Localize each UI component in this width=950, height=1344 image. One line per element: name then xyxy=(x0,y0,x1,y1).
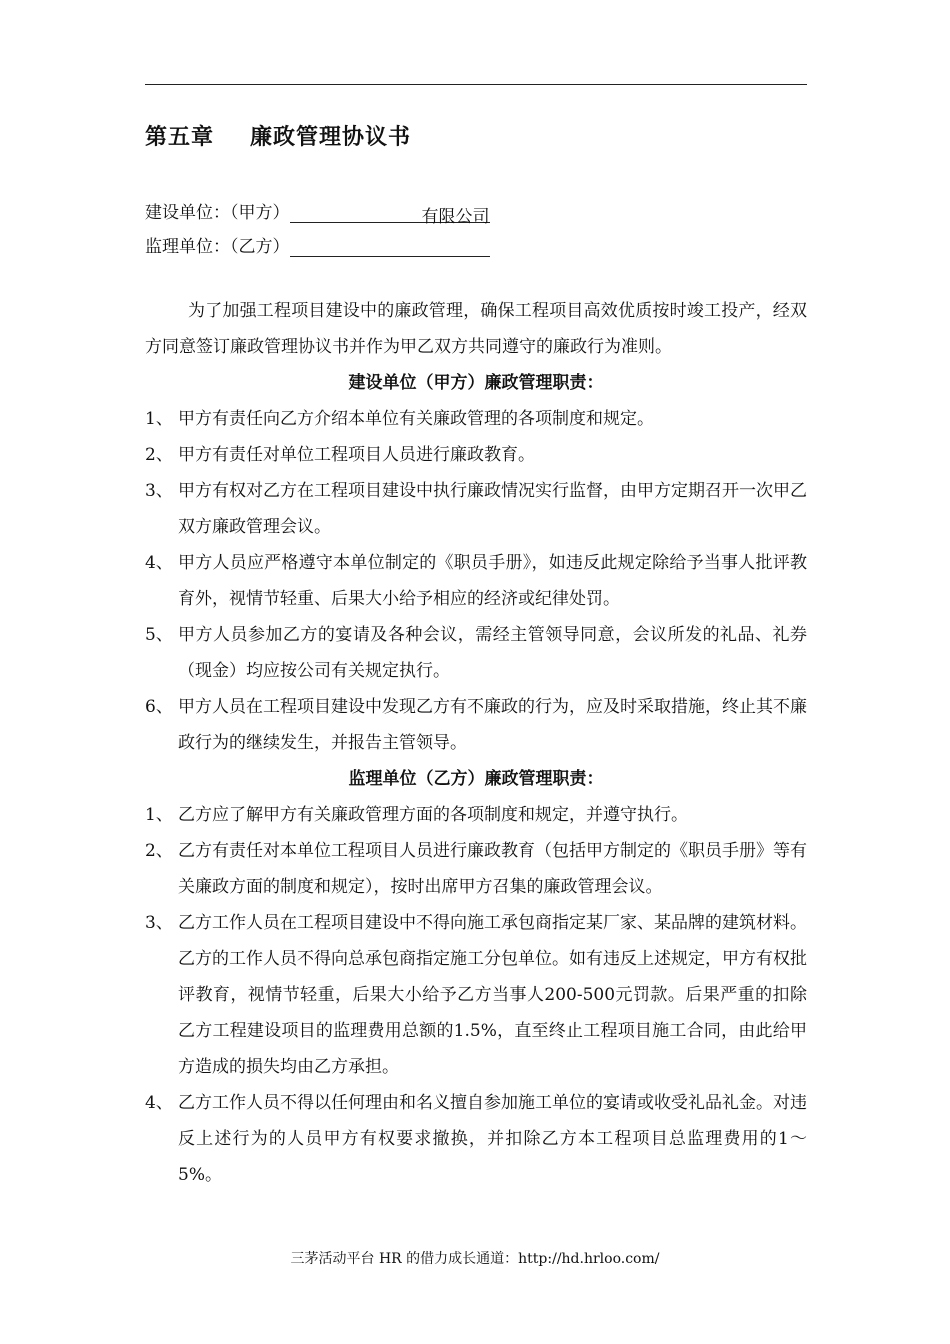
list-item xyxy=(145,833,807,905)
list-item xyxy=(145,545,807,617)
chapter-heading xyxy=(145,120,411,151)
party-b-line xyxy=(145,232,490,257)
item-index: 6、 xyxy=(145,697,173,717)
item-text: 甲方人员应严格遵守本单位制定的《职员手册》，如违反此规定除给予当事人批评教育外，视情节轻重、后果大小给予相应的经济或纪律处罚。 xyxy=(178,553,807,609)
section-a-title: 建设单位（甲方）廉政管理职责： xyxy=(348,373,604,393)
item-index: 1、 xyxy=(145,805,173,825)
item-text: 甲方有权对乙方在工程项目建设中执行廉政情况实行监督，由甲方定期召开一次甲乙双方廉政管理会议。 xyxy=(178,481,807,537)
item-text: 甲方人员在工程项目建设中发现乙方有不廉政的行为，应及时采取措施，终止其不廉政行为的继续发生，并报告主管领导。 xyxy=(178,697,807,753)
party-b-label: 监理单位：（乙方） xyxy=(145,237,290,257)
item-index: 2、 xyxy=(145,445,173,465)
party-a-line xyxy=(145,198,490,227)
list-item xyxy=(145,905,807,1085)
party-a-value: 有限公司 xyxy=(421,207,490,227)
page-footer: 三茅活动平台 HR 的借力成长通道：http://hd.hrloo.com/ xyxy=(290,1251,660,1267)
list-item xyxy=(145,1085,807,1193)
item-index: 1、 xyxy=(145,409,173,429)
chapter-title: 廉政管理协议书 xyxy=(250,124,412,150)
item-index: 4、 xyxy=(145,1093,173,1113)
party-a-blank xyxy=(290,202,490,227)
item-text: 乙方应了解甲方有关廉政管理方面的各项制度和规定，并遵守执行。 xyxy=(178,805,688,825)
section-b-title: 监理单位（乙方）廉政管理职责： xyxy=(348,769,604,789)
list-item xyxy=(145,473,807,545)
document-body xyxy=(145,293,807,1193)
item-index: 4、 xyxy=(145,553,173,573)
item-text: 乙方工作人员在工程项目建设中不得向施工承包商指定某厂家、某品牌的建筑材料。乙方的工作人员不得向总承包商指定施工分包单位。如有违反上述规定，甲方有权批评教育，视情节轻重，后果大小给予乙方当事人200-500元罚款。后果严重的扣除乙方工程建设项目的监理费用总额的1.5%，直至终止工程项目施工合同，由此给甲方造成的损失均由乙方承担。 xyxy=(178,913,807,1077)
intro-paragraph: 为了加强工程项目建设中的廉政管理，确保工程项目高效优质按时竣工投产，经双方同意签订廉政管理协议书并作为甲乙双方共同遵守的廉政行为准则。 xyxy=(145,301,807,357)
header-rule xyxy=(145,84,807,85)
item-index: 2、 xyxy=(145,841,173,861)
item-text: 乙方有责任对本单位工程项目人员进行廉政教育（包括甲方制定的《职员手册》等有关廉政方面的制度和规定），按时出席甲方召集的廉政管理会议。 xyxy=(178,841,807,897)
item-text: 乙方工作人员不得以任何理由和名义擅自参加施工单位的宴请或收受礼品礼金。对违反上述行为的人员甲方有权要求撤换，并扣除乙方本工程项目总监理费用的1～5%。 xyxy=(178,1093,807,1185)
list-item xyxy=(145,617,807,689)
item-text: 甲方人员参加乙方的宴请及各种会议，需经主管领导同意，会议所发的礼品、礼券（现金）均应按公司有关规定执行。 xyxy=(178,625,807,681)
section-b-list xyxy=(145,797,807,1193)
list-item xyxy=(145,797,807,833)
list-item xyxy=(145,689,807,761)
list-item xyxy=(145,401,807,437)
party-b-blank xyxy=(290,236,490,257)
section-a-list xyxy=(145,401,807,761)
list-item xyxy=(145,437,807,473)
item-text: 甲方有责任向乙方介绍本单位有关廉政管理的各项制度和规定。 xyxy=(178,409,654,429)
chapter-number: 第五章 xyxy=(145,124,215,150)
item-text: 甲方有责任对单位工程项目人员进行廉政教育。 xyxy=(178,445,535,465)
item-index: 5、 xyxy=(145,625,173,645)
party-a-label: 建设单位：（甲方） xyxy=(145,203,290,223)
item-index: 3、 xyxy=(145,481,173,501)
item-index: 3、 xyxy=(145,913,173,933)
